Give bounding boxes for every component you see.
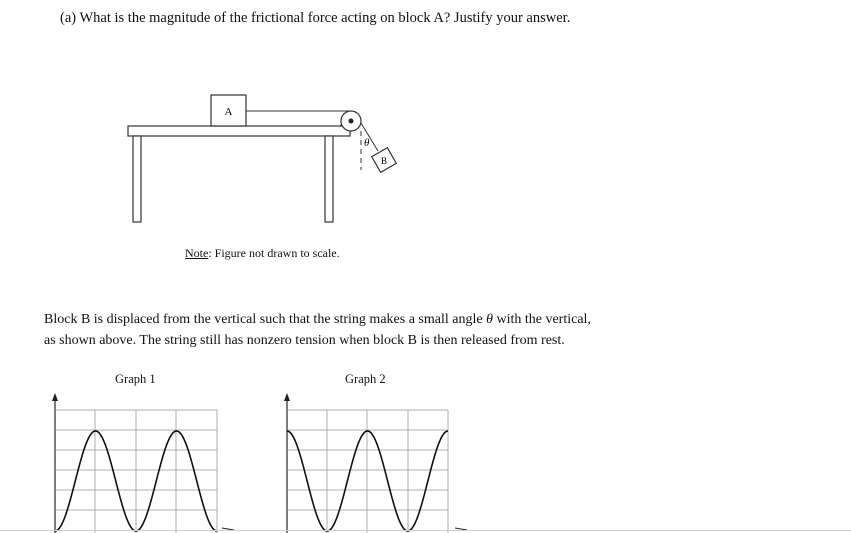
graph-2-grid	[287, 410, 448, 533]
paragraph-line-2: as shown above. The string still has nonzero tension when block B is then released from rest.	[44, 333, 565, 348]
graph-1-y-arrow	[52, 393, 58, 401]
graph-2-y-arrow	[284, 393, 290, 401]
note-text: : Figure not drawn to scale.	[208, 246, 340, 260]
graph-1-grid	[55, 410, 217, 533]
graph-1-title: Graph 1	[115, 372, 156, 386]
paragraph-theta: θ	[486, 312, 493, 327]
graph-2-title: Graph 2	[345, 372, 386, 386]
graph-2-curve	[287, 431, 448, 531]
paragraph-line-1-end: with the vertical,	[492, 312, 591, 327]
note-label: Note	[185, 246, 209, 260]
paragraph-line-1-start: Block B is displaced from the vertical such that the string makes a small angle	[44, 312, 487, 327]
graph-1	[52, 393, 234, 533]
theta-label: θ	[364, 137, 370, 149]
question-part-label: (a)	[60, 10, 77, 26]
question-body: What is the magnitude of the frictional force acting on block A? Justify your answer.	[79, 10, 571, 26]
block-a-label: A	[224, 106, 233, 118]
bottom-divider	[0, 530, 851, 531]
block-b-label: B	[380, 156, 388, 166]
graph-2	[284, 393, 467, 533]
